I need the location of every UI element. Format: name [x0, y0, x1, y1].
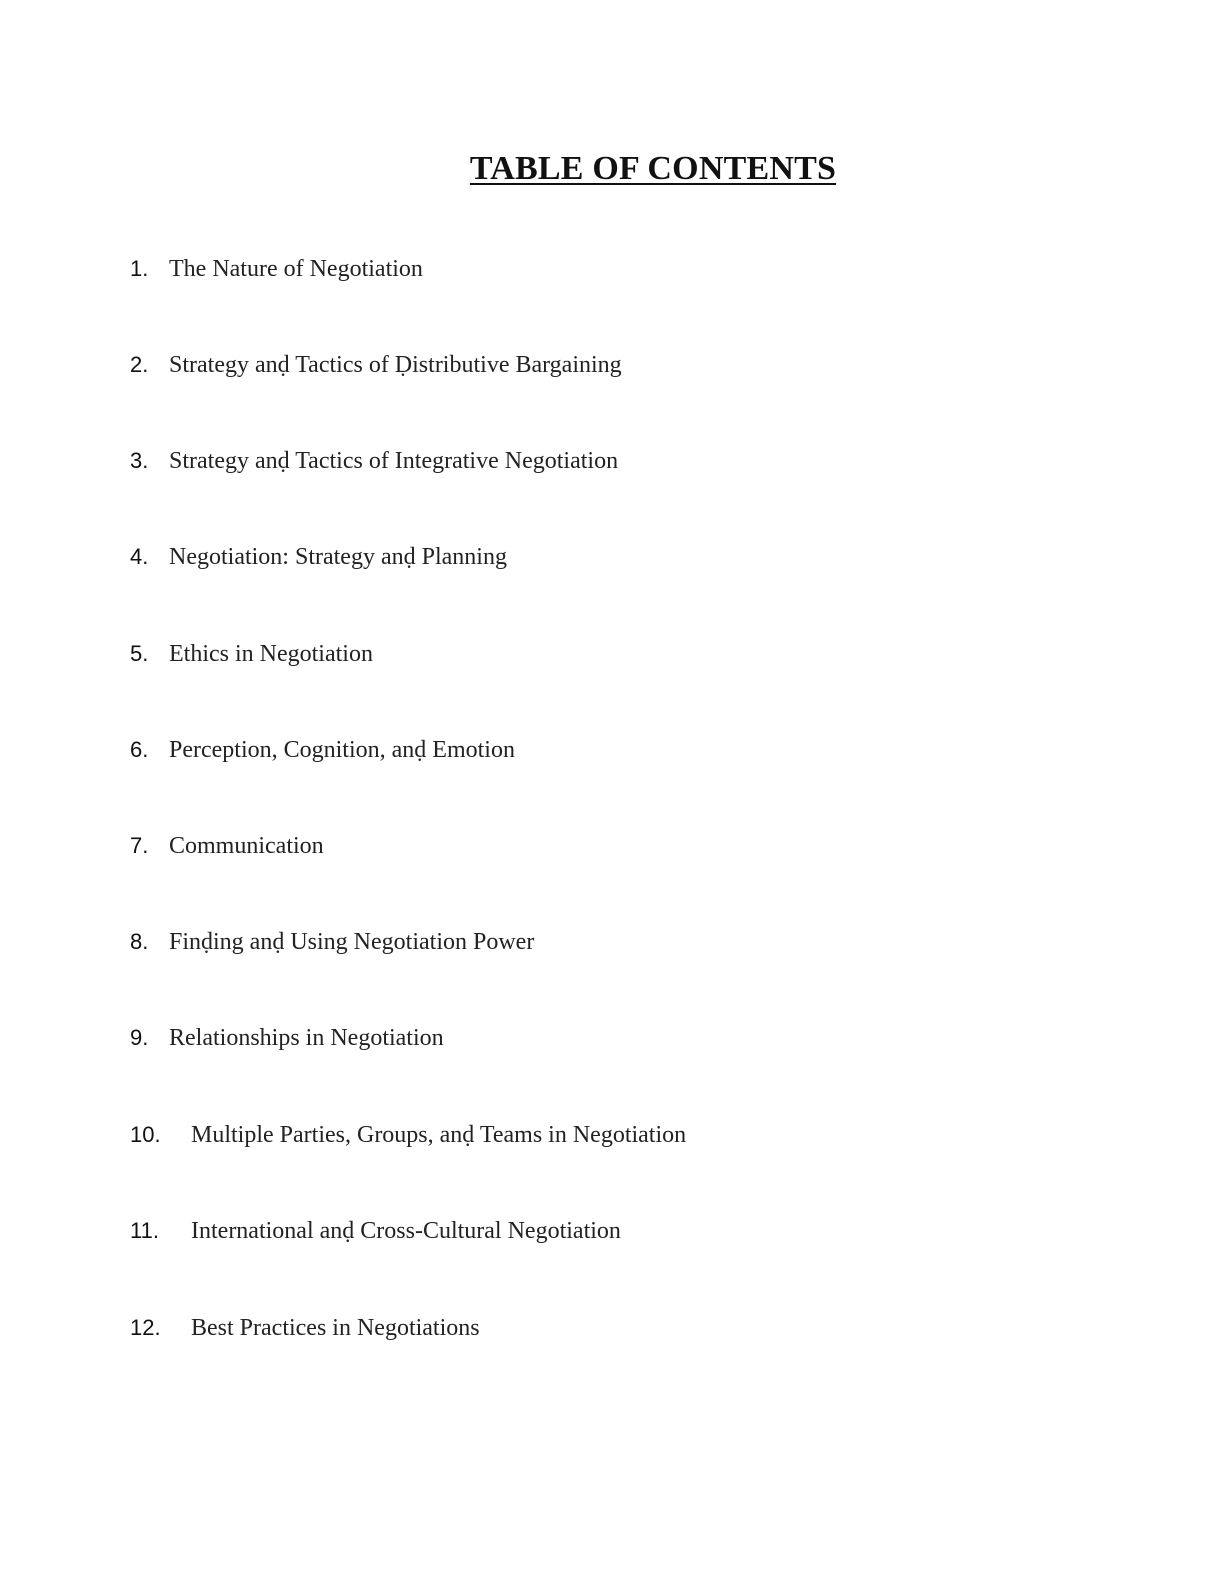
toc-entry-2: [130, 347, 622, 383]
toc-entry-title: Ethics in Negotiation: [169, 641, 373, 667]
toc-entry-number: 2.: [130, 352, 149, 377]
toc-entry-3: [130, 443, 618, 479]
toc-entry-number: 12.: [130, 1315, 161, 1340]
toc-entry-number: 6.: [130, 737, 149, 762]
toc-entry-6: [130, 732, 515, 768]
toc-entry-10: [130, 1117, 686, 1153]
toc-entry-title: Strategy anḍ Tactics of Integrative Negotiation: [169, 448, 619, 474]
toc-entry-9: [130, 1020, 444, 1056]
toc-entry-title: Finḍing anḍ Using Negotiation Power: [169, 929, 535, 955]
toc-entry-title: Strategy anḍ Tactics of Ḍistributive Bargaining: [169, 352, 622, 378]
page-title: [0, 150, 1224, 188]
toc-entry-number: 10.: [130, 1122, 161, 1147]
toc-entry-title: Best Practices in Negotiations: [191, 1315, 480, 1341]
toc-entry-title: Multiple Parties, Groups, anḍ Teams in Negotiation: [191, 1122, 687, 1148]
toc-entry-title: The Nature of Negotiation: [169, 256, 423, 282]
toc-entry-number: 11.: [130, 1218, 159, 1243]
toc-entry-title: Perception, Cognition, anḍ Emotion: [169, 737, 515, 763]
toc-entry-8: [130, 924, 534, 960]
toc-entry-1: [130, 251, 423, 287]
toc-entry-7: [130, 828, 324, 864]
toc-entry-number: 4.: [130, 544, 149, 569]
toc-entry-number: 9.: [130, 1025, 149, 1050]
toc-entry-number: 3.: [130, 448, 149, 473]
toc-entry-12: [130, 1310, 480, 1346]
toc-entry-title: Negotiation: Strategy anḍ Planning: [169, 544, 507, 570]
toc-entry-number: 7.: [130, 833, 149, 858]
toc-entry-11: [130, 1213, 621, 1249]
toc-entry-number: 1.: [130, 256, 149, 281]
toc-entry-title: Relationships in Negotiation: [169, 1025, 444, 1051]
toc-entry-title: Communication: [169, 833, 324, 859]
toc-entry-5: [130, 636, 373, 672]
toc-entry-4: [130, 539, 507, 575]
toc-entry-number: 8.: [130, 929, 149, 954]
page-title-text: TABLE OF CONTENTS: [469, 150, 837, 187]
toc-entry-title: International anḍ Cross-Cultural Negotiation: [191, 1218, 621, 1244]
toc-entry-number: 5.: [130, 641, 149, 666]
